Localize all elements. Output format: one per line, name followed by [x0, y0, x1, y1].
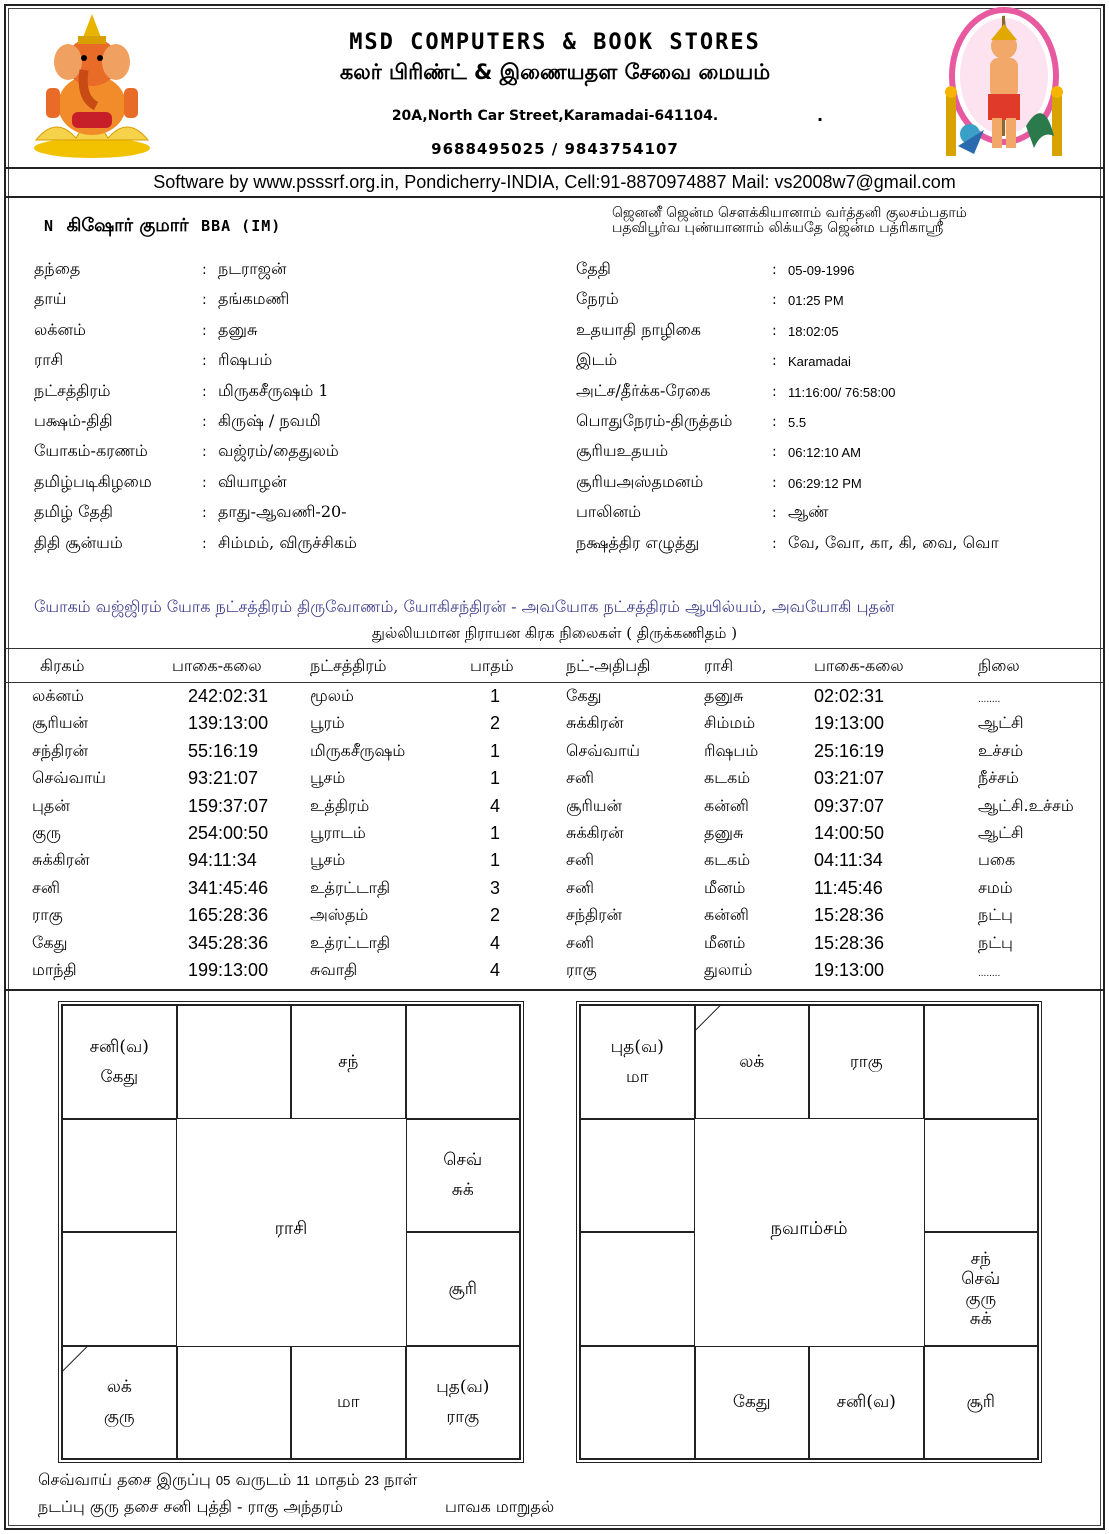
table-cell: சூரியன் — [566, 796, 623, 815]
software-credit: Software by www.psssrf.org.in, Pondicherry-INDIA, Cell:91-8870974887 Mail: vs2008w7@gmail.com — [153, 172, 956, 192]
house-meenam — [62, 1005, 177, 1119]
detail-colon: : — [772, 262, 777, 278]
name-tamil: கிஷோர் குமார் — [66, 215, 189, 236]
house-kumbam — [62, 1119, 177, 1233]
years-word: வருடம் — [235, 1470, 292, 1489]
sloka-line-2: பதவிபூர்வ புண்யானாம் லிக்யதே ஜென்ம பத்ரிகாஸ்ரீ — [612, 220, 944, 236]
table-cell: சிம்மம் — [704, 713, 756, 732]
table-cell: சுக்கிரன் — [566, 713, 624, 732]
table-cell: ........ — [978, 694, 1001, 705]
dasa-months: 11 — [296, 1473, 310, 1488]
house-rishabam — [809, 1005, 924, 1119]
table-cell: 345:28:36 — [188, 933, 269, 953]
table-header-rule — [4, 682, 1105, 683]
sloka-line-1: ஜெனனீ ஜென்ம சௌக்கியானாம் வர்த்தனி குலசம்பதாம் — [612, 205, 967, 221]
planet-label: சந் — [338, 1051, 359, 1072]
table-cell: 19:13:00 — [814, 713, 885, 733]
divider — [4, 167, 1105, 169]
detail-label: நக்ஷத்திர எழுத்து — [576, 533, 700, 552]
name-initial: N — [44, 217, 55, 235]
table-cell: உத்திரம் — [310, 796, 370, 815]
detail-label: தந்தை — [34, 259, 81, 278]
detail-colon: : — [202, 262, 207, 278]
detail-label: தமிழ்படிகிழமை — [34, 472, 152, 491]
dasa-prefix: செவ்வாய் தசை இருப்பு — [38, 1470, 211, 1489]
detail-colon: : — [772, 475, 777, 491]
table-cell: குரு — [32, 823, 61, 842]
table-cell: பகை — [978, 850, 1016, 869]
table-cell: லக்னம் — [32, 686, 84, 705]
table-cell: 09:37:07 — [814, 796, 885, 816]
table-cell: தனுசு — [704, 686, 744, 705]
table-bottom-rule — [4, 989, 1105, 991]
house-makaram — [580, 1232, 695, 1346]
planet-label: சூரி — [448, 1278, 477, 1299]
table-cell: 11:45:46 — [814, 878, 883, 898]
planet-label: புத(வ) — [436, 1377, 490, 1398]
house-makaram — [62, 1232, 177, 1346]
house-kadagam — [406, 1119, 521, 1233]
bhava-label: பாவக மாறுதல் — [445, 1497, 555, 1516]
house-kumbam — [580, 1119, 695, 1233]
planet-label: சனி(வ) — [89, 1036, 149, 1057]
detail-label: சூரியஅஸ்தமனம் — [576, 472, 704, 491]
house-kanni — [924, 1346, 1039, 1460]
house-mesham — [695, 1005, 810, 1119]
table-cell: ஆட்சி — [978, 823, 1024, 842]
shop-name: MSD COMPUTERS & BOOK STORES — [349, 30, 761, 55]
sloka — [612, 206, 967, 236]
detail-value: ரிஷபம் — [218, 350, 273, 369]
detail-value: வே, வோ, கா, கி, வை, வொ — [788, 533, 999, 552]
planet-label: செவ் — [443, 1150, 483, 1171]
detail-value: மிருகசீருஷம் 1 — [218, 381, 329, 400]
table-cell: 25:16:19 — [814, 741, 885, 761]
table-cell: கடகம் — [704, 768, 751, 787]
house-mithunam — [406, 1005, 521, 1119]
house-mithunam — [924, 1005, 1039, 1119]
person-name — [44, 215, 281, 238]
table-cell: துலாம் — [704, 960, 753, 979]
table-cell: 4 — [490, 960, 501, 980]
detail-colon: : — [772, 536, 777, 552]
table-cell: சுவாதி — [310, 960, 358, 979]
table-cell: பூராடம் — [310, 823, 366, 842]
planet-label: சனி(வ) — [836, 1392, 896, 1413]
months-word: மாதம் — [314, 1470, 360, 1489]
table-cell: 341:45:46 — [188, 878, 269, 898]
planet-label: ராகு — [446, 1407, 480, 1428]
shop-address: 20A,North Car Street,Karamadai-641104. — [391, 108, 719, 124]
table-cell: சந்திரன் — [32, 741, 89, 760]
table-cell: மீனம் — [704, 933, 746, 952]
detail-value: தாது-ஆவணி-20- — [218, 502, 347, 521]
table-cell: மூலம் — [310, 686, 354, 705]
table-cell: நட்பு — [978, 905, 1013, 924]
detail-value: வியாழன் — [218, 472, 287, 491]
table-cell: ரிஷபம் — [704, 741, 759, 760]
detail-label: தாய் — [34, 289, 67, 308]
detail-value: 05-09-1996 — [788, 263, 855, 278]
table-cell: 55:16:19 — [188, 741, 259, 761]
detail-label: நட்சத்திரம் — [34, 381, 111, 400]
house-thulam — [809, 1346, 924, 1460]
table-cell: 199:13:00 — [188, 960, 269, 980]
table-cell: உத்ரட்டாதி — [310, 933, 391, 952]
detail-colon: : — [772, 384, 777, 400]
table-header-cell: ராசி — [704, 656, 734, 675]
dasa-years: 05 — [215, 1473, 231, 1488]
table-cell: 93:21:07 — [188, 768, 259, 788]
murugan-image — [934, 6, 1074, 162]
detail-value: கிருஷ் / நவமி — [218, 411, 321, 430]
detail-colon: : — [772, 505, 777, 521]
detail-label: பாலினம் — [576, 502, 641, 521]
table-cell: 02:02:31 — [814, 686, 885, 706]
house-mesham — [177, 1005, 292, 1119]
table-cell: 1 — [490, 686, 501, 706]
table-cell: உத்ரட்டாதி — [310, 878, 391, 897]
table-cell: நீச்சம் — [978, 768, 1019, 787]
house-dhanusu — [62, 1346, 177, 1460]
table-cell: நட்பு — [978, 933, 1013, 952]
detail-label: ராசி — [34, 350, 64, 369]
planet-label: சூரி — [966, 1392, 995, 1413]
planet-label: குரு — [103, 1407, 135, 1428]
house-meenam — [580, 1005, 695, 1119]
table-cell: 3 — [490, 878, 501, 898]
table-cell: புதன் — [32, 796, 70, 815]
planet-label: லக் — [739, 1051, 765, 1072]
detail-colon: : — [202, 414, 207, 430]
address-dot: . — [817, 106, 824, 125]
table-cell: 94:11:34 — [188, 850, 257, 870]
planet-label: மா — [625, 1066, 649, 1087]
table-cell: சனி — [566, 878, 594, 897]
table-cell: பூரம் — [310, 713, 345, 732]
detail-colon: : — [202, 475, 207, 491]
detail-colon: : — [772, 444, 777, 460]
house-dhanusu — [580, 1346, 695, 1460]
table-cell: சனி — [566, 850, 594, 869]
detail-label: தேதி — [576, 259, 611, 278]
table-header-cell: பாகை-கலை — [172, 656, 262, 675]
detail-label: அட்ச/தீர்க்க-ரேகை — [576, 381, 711, 400]
detail-colon: : — [772, 353, 777, 369]
detail-value: நடராஜன் — [218, 259, 287, 278]
days-word: நாள் — [384, 1470, 418, 1489]
table-header-cell: நிலை — [978, 656, 1020, 675]
table-cell: ஆட்சி.உச்சம் — [978, 796, 1074, 815]
planet-label: புத(வ) — [610, 1036, 664, 1057]
detail-value: தனுசு — [218, 320, 258, 339]
detail-colon: : — [202, 384, 207, 400]
table-cell: கன்னி — [704, 905, 749, 924]
detail-label: பக்ஷம்-திதி — [34, 411, 113, 430]
table-cell: 1 — [490, 768, 501, 788]
table-cell: சமம் — [978, 878, 1013, 897]
detail-colon: : — [202, 444, 207, 460]
table-cell: சனி — [32, 878, 60, 897]
planet-label: மா — [336, 1392, 360, 1413]
table-cell: 14:00:50 — [814, 823, 885, 843]
planet-label: குரு — [965, 1288, 997, 1309]
table-cell: சனி — [566, 768, 594, 787]
table-cell: 03:21:07 — [814, 768, 885, 788]
planet-table-title: துல்லியமான நிராயன கிரக நிலைகள் ( திருக்கணிதம் ) — [371, 624, 738, 642]
detail-value: Karamadai — [788, 354, 851, 369]
table-header-cell: நட்-அதிபதி — [566, 656, 651, 675]
table-cell: சனி — [566, 933, 594, 952]
detail-label: லக்னம் — [34, 320, 86, 339]
table-cell: 139:13:00 — [188, 713, 269, 733]
table-cell: சந்திரன் — [566, 905, 623, 924]
detail-label: திதி சூன்யம் — [34, 533, 123, 552]
planet-label: ராகு — [849, 1051, 883, 1072]
house-simmam — [406, 1232, 521, 1346]
table-cell: சுக்கிரன் — [566, 823, 624, 842]
yoga-line: யோகம் வஜ்ஜிரம் யோக நட்சத்திரம் திருவோணம், யோகிசந்திரன் - அவயோக நட்சத்திரம் ஆயில்யம், அவயோகி புதன் — [34, 597, 895, 616]
table-cell: மாந்தி — [32, 960, 77, 979]
detail-value: வஜ்ரம்/தைதுலம் — [218, 441, 339, 460]
table-cell: ராகு — [32, 905, 63, 924]
table-cell: கேது — [566, 686, 602, 705]
table-cell: 2 — [490, 713, 501, 733]
planet-label: கேது — [100, 1066, 139, 1087]
detail-label: சூரியஉதயம் — [576, 441, 669, 460]
table-cell: 4 — [490, 796, 501, 816]
house-kadagam — [924, 1119, 1039, 1233]
table-cell: அஸ்தம் — [310, 905, 369, 924]
detail-value: 01:25 PM — [788, 293, 844, 308]
table-cell: 1 — [490, 823, 501, 843]
table-top-rule — [4, 648, 1105, 649]
table-cell: 4 — [490, 933, 501, 953]
table-cell: பூசம் — [310, 850, 346, 869]
detail-label: பொதுநேரம்-திருத்தம் — [576, 411, 733, 430]
table-cell: பூசம் — [310, 768, 346, 787]
divider — [4, 196, 1105, 198]
table-cell: 2 — [490, 905, 501, 925]
table-cell: 254:00:50 — [188, 823, 269, 843]
detail-label: உதயாதி நாழிகை — [576, 320, 701, 339]
shop-tamil-name: கலர் பிரிண்ட் & இணையதள சேவை மையம் — [339, 60, 771, 84]
table-cell: ........ — [978, 968, 1001, 979]
detail-colon: : — [772, 414, 777, 430]
table-cell: கேது — [32, 933, 68, 952]
detail-colon: : — [202, 536, 207, 552]
detail-label: தமிழ் தேதி — [34, 502, 114, 521]
detail-label: நேரம் — [576, 289, 619, 308]
detail-value: தங்கமணி — [218, 289, 290, 308]
table-cell: 242:02:31 — [188, 686, 269, 706]
detail-colon: : — [202, 323, 207, 339]
detail-value: 11:16:00/ 76:58:00 — [788, 385, 896, 400]
table-cell: 1 — [490, 850, 501, 870]
table-cell: 159:37:07 — [188, 796, 269, 816]
detail-value: சிம்மம், விருச்சிகம் — [218, 533, 357, 552]
detail-colon: : — [202, 505, 207, 521]
table-cell: சூரியன் — [32, 713, 89, 732]
table-cell: செவ்வாய் — [566, 741, 641, 760]
house-thulam — [291, 1346, 406, 1460]
table-cell: செவ்வாய் — [32, 768, 107, 787]
table-cell: உச்சம் — [978, 741, 1024, 760]
detail-value: 5.5 — [788, 415, 807, 430]
shop-phones: 9688495025 / 9843754107 — [431, 140, 679, 158]
name-degree: BBA (IM) — [201, 217, 282, 235]
detail-colon: : — [772, 292, 777, 308]
planet-label: சுக் — [969, 1308, 992, 1329]
dasa-days: 23 — [364, 1473, 379, 1488]
detail-value: 06:29:12 PM — [788, 476, 862, 491]
table-cell: தனுசு — [704, 823, 744, 842]
house-viruchigam — [177, 1346, 292, 1460]
chart-title: ராசி — [274, 1218, 308, 1239]
table-cell: 1 — [490, 741, 501, 761]
detail-colon: : — [772, 323, 777, 339]
table-cell: சுக்கிரன் — [32, 850, 90, 869]
ganesha-image — [26, 10, 158, 160]
table-cell: 15:28:36 — [814, 933, 885, 953]
current-period: நடப்பு குரு தசை சனி புத்தி - ராகு அந்தரம் — [38, 1497, 343, 1516]
detail-label: யோகம்-கரணம் — [34, 441, 148, 460]
table-cell: ஆட்சி — [978, 713, 1024, 732]
detail-label: இடம் — [576, 350, 618, 369]
house-simmam — [924, 1232, 1039, 1346]
table-cell: 04:11:34 — [814, 850, 883, 870]
house-kanni — [406, 1346, 521, 1460]
planet-label: சந் — [970, 1248, 991, 1269]
table-cell: கடகம் — [704, 850, 751, 869]
table-header-cell: கிரகம் — [40, 656, 85, 675]
table-header-cell: பாகை-கலை — [814, 656, 904, 675]
table-header-cell: பாதம் — [470, 656, 514, 675]
detail-value: ஆண் — [788, 502, 829, 521]
chart-title: நவாம்சம் — [770, 1218, 848, 1239]
table-header-cell: நட்சத்திரம் — [310, 656, 387, 675]
table-cell: 15:28:36 — [814, 905, 885, 925]
table-cell: ராகு — [566, 960, 597, 979]
detail-value: 18:02:05 — [788, 324, 839, 339]
table-cell: கன்னி — [704, 796, 749, 815]
house-rishabam — [291, 1005, 406, 1119]
table-cell: 19:13:00 — [814, 960, 885, 980]
detail-colon: : — [202, 292, 207, 308]
dasa-balance — [38, 1470, 417, 1491]
planet-label: லக் — [106, 1377, 132, 1398]
house-viruchigam — [695, 1346, 810, 1460]
detail-colon: : — [202, 353, 207, 369]
detail-value: 06:12:10 AM — [788, 445, 861, 460]
planet-label: கேது — [732, 1392, 771, 1413]
planet-label: சுக் — [451, 1180, 474, 1201]
planet-label: செவ் — [961, 1268, 1001, 1289]
table-cell: மிருகசீருஷம் — [310, 741, 406, 760]
table-cell: மீனம் — [704, 878, 746, 897]
table-cell: 165:28:36 — [188, 905, 269, 925]
